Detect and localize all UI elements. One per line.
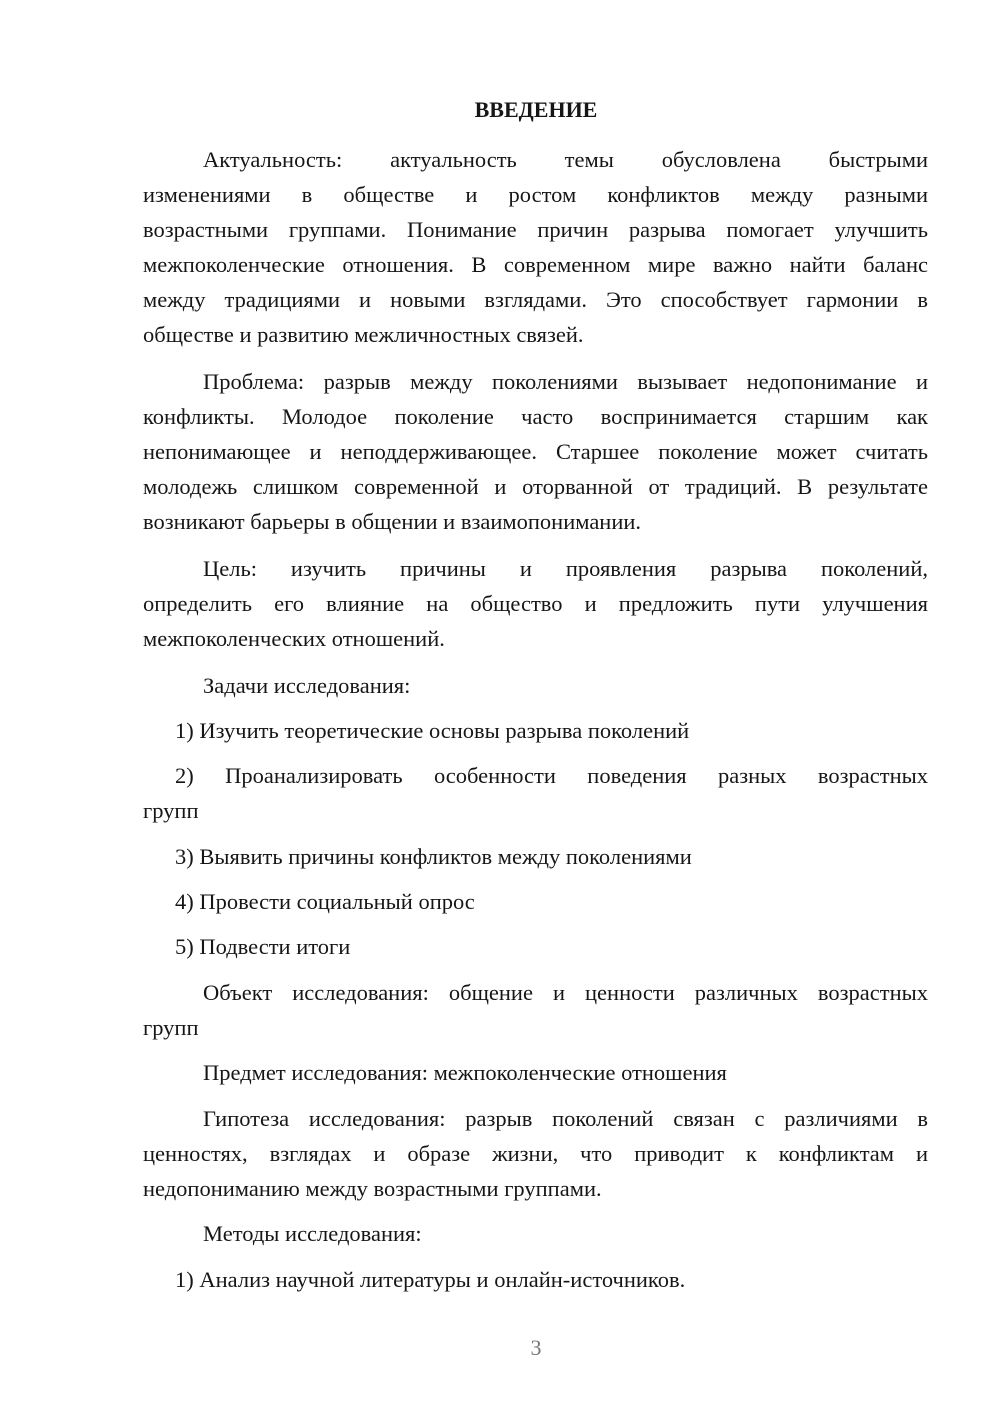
- goal-line-2: определить его влияние на общество и предложить пути улучшения: [143, 591, 928, 616]
- object-line-2: групп: [143, 1015, 199, 1040]
- hypothesis-line-1: Гипотеза исследования: разрыв поколений связан с различиями в: [203, 1106, 928, 1131]
- problem-line-2: конфликты. Молодое поколение часто воспринимается старшим как: [143, 404, 928, 429]
- task-3: 3) Выявить причины конфликтов между поколениями: [175, 844, 692, 869]
- task-2-line-2: групп: [143, 798, 199, 823]
- problem-line-3: непонимающее и неподдерживающее. Старшее поколение может считать: [143, 439, 928, 464]
- task-5: 5) Подвести итоги: [175, 934, 351, 959]
- problem-line-5: возникают барьеры в общении и взаимопонимании.: [143, 509, 642, 534]
- relevance-line-5: между традициями и новыми взглядами. Это способствует гармонии в: [143, 287, 928, 312]
- relevance-line-4: межпоколенческие отношения. В современном мире важно найти баланс: [143, 252, 928, 277]
- relevance-line-3: возрастными группами. Понимание причин разрыва помогает улучшить: [143, 217, 928, 242]
- problem-line-4: молодежь слишком современной и оторванной от традиций. В результате: [143, 474, 928, 499]
- object-line-1: Объект исследования: общение и ценности различных возрастных: [203, 980, 928, 1005]
- hypothesis-line-3: недопониманию между возрастными группами.: [143, 1176, 602, 1201]
- task-2-line-1: 2) Проанализировать особенности поведения разных возрастных: [175, 763, 928, 788]
- problem-line-1: Проблема: разрыв между поколениями вызывает недопонимание и: [203, 369, 928, 394]
- subject-line: Предмет исследования: межпоколенческие отношения: [203, 1060, 727, 1085]
- relevance-line-1: Актуальность: актуальность темы обусловлена быстрыми: [203, 147, 928, 172]
- task-1: 1) Изучить теоретические основы разрыва поколений: [175, 718, 690, 743]
- relevance-line-2: изменениями в обществе и ростом конфликтов между разными: [143, 182, 928, 207]
- task-4: 4) Провести социальный опрос: [175, 889, 475, 914]
- hypothesis-line-2: ценностях, взглядах и образе жизни, что приводит к конфликтам и: [143, 1141, 928, 1166]
- goal-line-1: Цель: изучить причины и проявления разрыва поколений,: [203, 556, 928, 581]
- methods-heading: Методы исследования:: [203, 1221, 422, 1246]
- tasks-heading: Задачи исследования:: [203, 673, 411, 698]
- relevance-line-6: обществе и развитию межличностных связей.: [143, 322, 584, 347]
- goal-line-3: межпоколенческих отношений.: [143, 626, 445, 651]
- method-1: 1) Анализ научной литературы и онлайн-источников.: [175, 1267, 686, 1292]
- page-number: 3: [530, 1335, 542, 1360]
- page-title: ВВЕДЕНИЕ: [474, 97, 598, 122]
